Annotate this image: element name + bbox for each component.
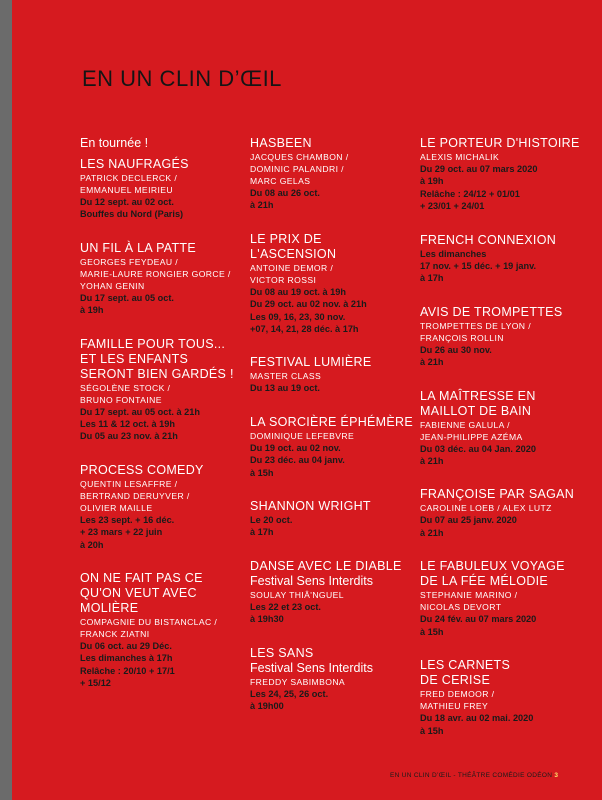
show-subtitle: Festival Sens Interdits: [250, 660, 373, 675]
show-title: LES CARNETS: [420, 658, 511, 673]
show-dates: [420, 514, 598, 539]
show-credit: JACQUES CHAMBON /: [250, 152, 349, 162]
show-title: SERONT BIEN GARDÉS !: [80, 366, 234, 381]
show-credit: CAROLINE LOEB / ALEX LUTZ: [420, 503, 552, 514]
show-entry: [80, 241, 248, 317]
show-credit: ANTOINE DEMOR /: [250, 262, 334, 273]
show-subtitle: Festival Sens Interdits: [250, 573, 373, 588]
show-dates: [250, 688, 418, 713]
show-credit: DOMINIQUE LEFEBVRE: [250, 430, 355, 441]
show-entry: [80, 571, 248, 690]
show-entry: [420, 136, 598, 213]
date-line: à 21h: [420, 527, 444, 538]
touring-text: En tournée: [80, 136, 142, 150]
touring-label: [80, 136, 248, 151]
show-title: LE PORTEUR D'HISTOIRE: [420, 136, 580, 150]
date-line: Du 13 au 19 oct.: [250, 383, 320, 394]
date-line: Relâche : 20/10 + 17/1: [80, 665, 175, 676]
show-dates: [420, 613, 598, 638]
date-line: à 15h: [250, 467, 274, 478]
date-line: Du 08 au 26 oct.: [250, 188, 320, 198]
show-dates: [250, 442, 418, 479]
show-credit: GEORGES FEYDEAU /: [80, 256, 179, 267]
show-credit: VICTOR ROSSI: [250, 274, 317, 285]
show-entry: [250, 355, 418, 394]
date-line: Du 24 fév. au 07 mars 2020: [420, 614, 537, 625]
show-entry: [80, 463, 248, 551]
show-dates: [420, 443, 598, 468]
date-line: Du 18 avr. au 02 mai. 2020: [420, 713, 534, 724]
show-credit: OLIVIER MAILLE: [80, 502, 153, 513]
date-line: + 15/12: [80, 678, 111, 689]
page-number: 3: [554, 772, 559, 779]
show-credit: STEPHANIE MARINO /: [420, 590, 518, 601]
show-entry: [250, 136, 418, 212]
show-credit: FRED DEMOOR /: [420, 689, 495, 700]
show-title: HASBEEN: [250, 136, 312, 150]
show-dates: [420, 163, 598, 213]
date-line: à 21h: [420, 456, 444, 467]
date-line: Du 06 oct. au 29 Déc.: [80, 641, 172, 652]
show-dates: [80, 196, 248, 221]
show-dates: [80, 406, 248, 443]
show-credit: FRANCK ZIATNI: [80, 629, 150, 640]
date-line: Du 12 sept. au 02 oct.: [80, 197, 174, 207]
show-dates: [420, 344, 598, 369]
date-line: à 15h: [420, 626, 444, 637]
show-dates: [420, 712, 598, 737]
show-title: SHANNON WRIGHT: [250, 499, 371, 514]
date-line: Du 19 oct. au 02 nov.: [250, 442, 341, 453]
show-entry: [250, 559, 418, 626]
show-dates: [420, 248, 598, 285]
show-dates: [80, 292, 248, 317]
date-line: Le 20 oct.: [250, 515, 293, 526]
column-1: [80, 136, 248, 710]
show-title: DANSE AVEC LE DIABLE: [250, 558, 402, 573]
touring-mark: !: [144, 136, 149, 150]
date-line: Les 23 sept. + 16 déc.: [80, 514, 175, 525]
show-entry: [250, 415, 418, 479]
show-credit: FABIENNE GALULA /: [420, 419, 510, 430]
show-credit: NICOLAS DEVORT: [420, 602, 502, 613]
show-credit: MATHIEU FREY: [420, 701, 489, 712]
show-credit: BERTRAND DERUYVER /: [80, 490, 190, 501]
show-credit: YOHAN GENIN: [80, 280, 145, 291]
show-dates: [250, 286, 418, 336]
date-line: +07, 14, 21, 28 déc. à 17h: [250, 324, 359, 335]
show-title: DE LA FÉE MÉLODIE: [420, 574, 549, 589]
show-credit: SOULAY THIÂ'NGUEL: [250, 589, 344, 600]
show-dates: [80, 514, 248, 551]
date-line: Du 29 oct. au 02 nov. à 21h: [250, 299, 367, 310]
date-line: Du 26 au 30 nov.: [420, 344, 492, 355]
show-entry: [420, 389, 598, 468]
date-line: Du 23 déc. au 04 janv.: [250, 455, 345, 466]
show-dates: [250, 601, 418, 626]
show-entry: [420, 487, 598, 539]
column-3: [420, 136, 598, 757]
show-title: FRANÇOISE PAR SAGAN: [420, 487, 575, 502]
date-line: Du 07 au 25 janv. 2020: [420, 515, 517, 526]
show-title: QU'ON VEUT AVEC: [80, 586, 197, 601]
date-line: à 19h00: [250, 701, 284, 712]
show-entry: [420, 559, 598, 638]
date-line: + 23 mars + 22 juin: [80, 527, 163, 538]
date-line: Les 24, 25, 26 oct.: [250, 688, 329, 699]
date-line: Du 03 déc. au 04 Jan. 2020: [420, 443, 536, 454]
date-line: Relâche : 24/12 + 01/01: [420, 188, 520, 199]
show-title: LA MAÎTRESSE EN: [420, 388, 536, 403]
page-title: EN UN CLIN D’ŒIL: [82, 66, 282, 91]
show-title: LES NAUFRAGÉS: [80, 157, 189, 171]
date-line: à 17h: [420, 273, 444, 284]
show-title: LE FABULEUX VOYAGE: [420, 559, 565, 574]
show-title: MOLIÈRE: [80, 601, 139, 616]
column-2: [250, 136, 418, 733]
show-credit: MARIE-LAURE RONGIER GORCE /: [80, 268, 231, 279]
show-title: ET LES ENFANTS: [80, 351, 189, 366]
date-line: Du 08 au 19 oct. à 19h: [250, 286, 346, 297]
date-line: Les 09, 16, 23, 30 nov.: [250, 311, 346, 322]
show-title: UN FIL À LA PATTE: [80, 240, 197, 255]
show-dates: [250, 382, 418, 394]
show-credit: FRANÇOIS ROLLIN: [420, 332, 504, 343]
date-line: à 15h: [420, 725, 444, 736]
date-line: Les 22 et 23 oct.: [250, 601, 321, 612]
show-credit: ALEXIS MICHALIK: [420, 152, 500, 162]
show-credit: PATRICK DECLERCK /: [80, 173, 178, 183]
show-credit: MASTER CLASS: [250, 371, 322, 382]
date-line: Du 29 oct. au 07 mars 2020: [420, 164, 538, 174]
date-line: Les dimanches à 17h: [80, 653, 173, 664]
show-title: LA SORCIÈRE ÉPHÉMÈRE: [250, 414, 413, 429]
date-line: à 17h: [250, 527, 274, 538]
show-credit: FREDDY SABIMBONA: [250, 676, 346, 687]
date-line: à 19h: [420, 176, 444, 187]
program-page: [12, 0, 602, 800]
footer-text: EN UN CLIN D’ŒIL - THÉÂTRE COMÉDIE ODÉON: [390, 772, 553, 779]
date-line: Du 05 au 23 nov. à 21h: [80, 431, 178, 442]
show-entry: [420, 305, 598, 369]
show-dates: [80, 640, 248, 690]
date-line: 17 nov. + 15 déc. + 19 janv.: [420, 261, 537, 272]
show-entry: [80, 337, 248, 443]
show-title: FRENCH CONNEXION: [420, 232, 557, 247]
show-credit: MARC GELAS: [250, 176, 311, 186]
show-dates: [250, 187, 418, 212]
date-line: Les 11 & 12 oct. à 19h: [80, 419, 175, 430]
show-credit: QUENTIN LESAFFRE /: [80, 478, 178, 489]
show-credit: COMPAGNIE DU BISTANCLAC /: [80, 617, 218, 628]
date-line: à 19h: [80, 305, 104, 316]
date-line: à 20h: [80, 539, 104, 550]
show-title: LE PRIX DE: [250, 231, 322, 246]
show-credit: DOMINIC PALANDRI /: [250, 164, 344, 174]
show-credit: TROMPETTES DE LYON /: [420, 320, 531, 331]
page-footer: [390, 772, 558, 779]
show-title: LES SANS: [250, 645, 314, 660]
show-entry: [420, 233, 598, 285]
show-entry: [250, 646, 418, 713]
date-line: à 19h30: [250, 614, 284, 625]
date-line: Du 17 sept. au 05 oct. à 21h: [80, 406, 200, 417]
show-credit: EMMANUEL MEIRIEU: [80, 185, 173, 195]
show-title: FESTIVAL LUMIÈRE: [250, 355, 372, 370]
show-title: FAMILLE POUR TOUS...: [80, 336, 226, 351]
show-credit: SÉGOLÈNE STOCK /: [80, 382, 171, 393]
date-line: Du 17 sept. au 05 oct.: [80, 292, 174, 303]
show-entry: [80, 157, 248, 221]
date-line: + 23/01 + 24/01: [420, 201, 485, 212]
show-title: PROCESS COMEDY: [80, 462, 204, 477]
show-dates: [250, 514, 418, 539]
show-title: AVIS DE TROMPETTES: [420, 304, 563, 319]
show-title: DE CERISE: [420, 673, 491, 688]
date-line: Bouffes du Nord (Paris): [80, 209, 184, 220]
show-title: L'ASCENSION: [250, 246, 337, 261]
date-line: Les dimanches: [420, 248, 487, 259]
show-title: MAILLOT DE BAIN: [420, 403, 532, 418]
show-title: ON NE FAIT PAS CE: [80, 571, 203, 586]
date-line: à 21h: [250, 200, 274, 211]
date-line: à 21h: [420, 357, 444, 368]
show-credit: BRUNO FONTAINE: [80, 394, 162, 405]
show-credit: JEAN-PHILIPPE AZÉMA: [420, 431, 523, 442]
show-entry: [250, 499, 418, 539]
show-entry: [420, 658, 598, 737]
show-entry: [250, 232, 418, 336]
